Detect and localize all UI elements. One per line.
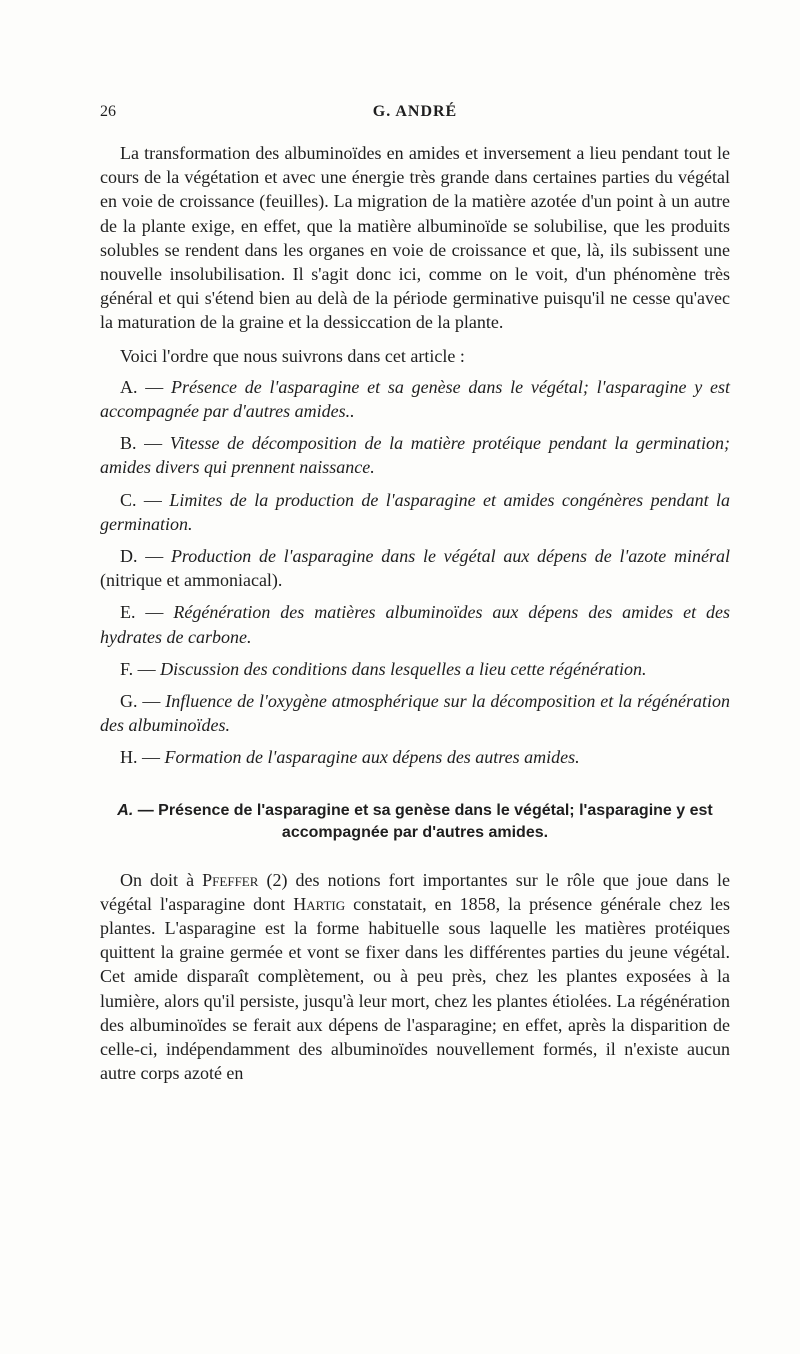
- outline-lead: Voici l'ordre que nous suivrons dans cet article :: [120, 345, 465, 366]
- outline-item-e: [100, 600, 730, 648]
- section-letter: A.: [117, 801, 134, 819]
- outline-item-text: Influence de l'oxygène atmosphérique sur la décomposition et la régénération des albuminoïdes.: [100, 691, 731, 736]
- author-name-hartig: Hartig: [293, 893, 346, 914]
- author-name-pfeffer: Pfeffer: [202, 869, 259, 890]
- outline-item-letter: B. —: [120, 433, 163, 454]
- body-text: constatait, en 1858, la présence générale chez les plantes. L'asparagine est la forme habituelle sous laquelle les matières protéiques quittent la graine germée et vont se fixer dans les différentes parties du jeune végétal. Cet amide disparaît complètement, ou à peu près, chez les plantes exposées à la lumière, alors qu'il persiste, jusqu'à leur mort, chez les plantes étiolées. La régénération des albuminoïdes se ferait aux dépens de l'asparagine; en effet, après la disparition de celle-ci, indépendamment des albuminoïdes nouvellement formés, il n'existe aucun autre corps azoté en: [100, 893, 731, 1084]
- outline-item-d: [100, 544, 730, 592]
- outline-item-letter: H. —: [120, 747, 160, 768]
- outline-item-text: Discussion des conditions dans lesquelles a lieu cette régénération.: [160, 658, 647, 679]
- outline-item-letter: F. —: [120, 658, 156, 679]
- outline-item-text: Régénération des matières albuminoïdes aux dépens des amides et des hydrates de carbone.: [100, 602, 731, 647]
- outline-item-g: [100, 689, 730, 737]
- outline-item-tail: (nitrique et ammoniacal).: [100, 570, 283, 591]
- outline-item-a: [100, 375, 730, 423]
- section-heading: [100, 800, 730, 844]
- outline-item-c: [100, 488, 730, 536]
- intro-paragraph: La transformation des albuminoïdes en amides et inversement a lieu pendant tout le cours de la végétation et avec une énergie très grande dans certaines parties du végétal en voie de croissance (feuilles). La migration de la matière azotée d'un point à un autre de la plante exige, en effet, que la matière albuminoïde se solubilise, que les produits solubles se rendent dans les organes en voie de croissance et que, là, ils subissent une nouvelle insolubilisation. Il s'agit donc ici, comme on le voit, d'un phénomène très général et qui s'étend bien au delà de la période germinative puisqu'il ne cesse qu'avec la maturation de la graine et la dessiccation de la plante.: [100, 143, 730, 333]
- outline-item-b: [100, 431, 730, 479]
- body-text: (2) des notions fort importantes sur le rôle que joue dans le végétal l'asparagine dont: [100, 869, 730, 914]
- outline-item-letter: D. —: [120, 546, 164, 567]
- body-paragraph: [100, 868, 730, 1086]
- outline-item-text: Formation de l'asparagine aux dépens des autres amides.: [164, 747, 580, 768]
- outline-item-text: Limites de la production de l'asparagine et amides congénères pendant la germination.: [100, 489, 730, 534]
- outline-item-text: Vitesse de décomposition de la matière protéique pendant la germination; amides divers qui prennent naissance.: [100, 433, 731, 478]
- outline-item-letter: G. —: [120, 691, 161, 712]
- outline-list: [100, 375, 730, 770]
- outline-item-h: [100, 745, 730, 769]
- outline-item-letter: A. —: [120, 376, 164, 397]
- document-page: [100, 103, 730, 1086]
- page-number: 26: [100, 103, 116, 120]
- running-title: G. ANDRÉ: [372, 103, 458, 120]
- outline-item-text: Présence de l'asparagine et sa genèse dans le végétal; l'asparagine y est accompagnée par d'autres amides..: [100, 376, 730, 422]
- outline-item-letter: C. —: [120, 489, 162, 510]
- section-title: — Présence de l'asparagine et sa genèse dans le végétal; l'asparagine y est accompagnée par d'autres amides.: [133, 801, 713, 841]
- outline-item-f: [100, 657, 730, 681]
- outline-item-text: Production de l'asparagine dans le végétal aux dépens de l'azote minéral: [170, 546, 731, 567]
- page-header: [100, 103, 730, 129]
- body-text: On doit à: [120, 869, 203, 890]
- outline-item-letter: E. —: [120, 602, 164, 623]
